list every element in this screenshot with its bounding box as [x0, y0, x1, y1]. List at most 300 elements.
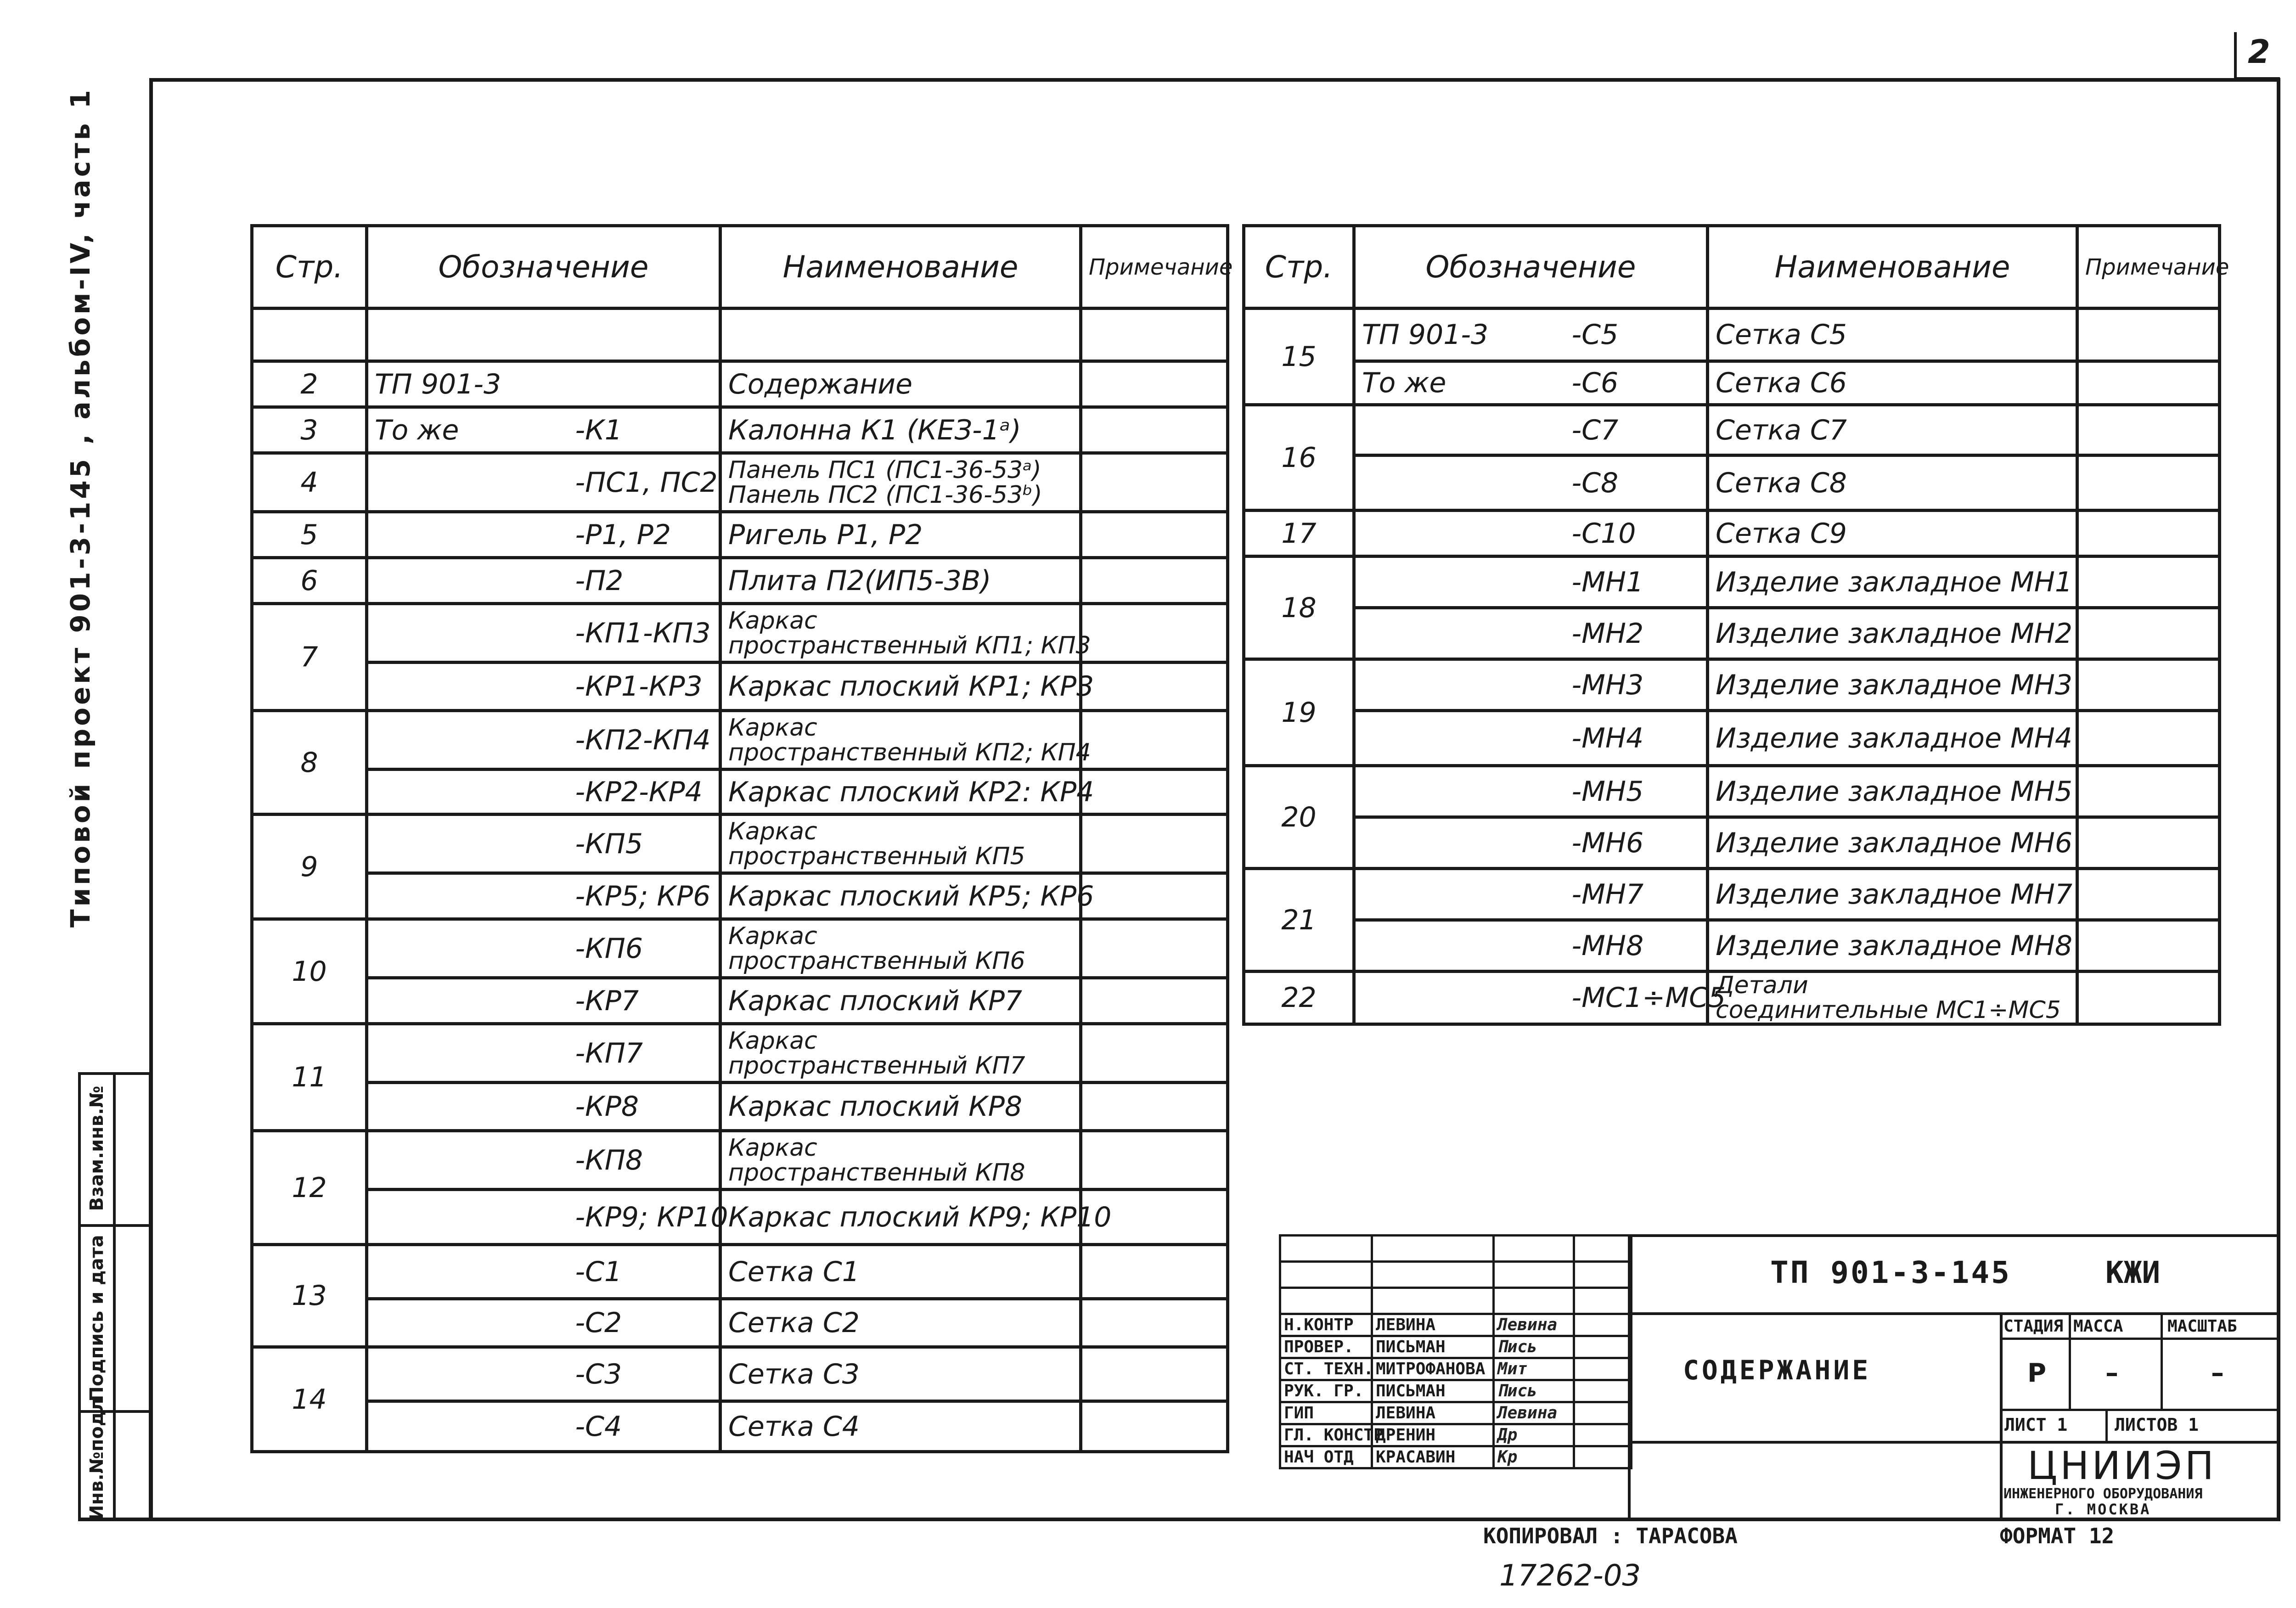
note-cell: [1081, 453, 1228, 512]
table-row: [1244, 711, 2220, 766]
page-number: 2: [252, 361, 367, 407]
designation-code: [367, 1299, 569, 1347]
note-cell: [2077, 659, 2220, 711]
stamp-empty-row: [1280, 1236, 1632, 1262]
table-row: [252, 453, 1228, 512]
item-name-line: Каркас: [728, 607, 817, 635]
item-name-line: Сетка С3: [728, 1358, 860, 1390]
table-row: [252, 1083, 1228, 1131]
item-name: [1708, 361, 2077, 405]
note-cell: [2077, 361, 2220, 405]
item-name: [720, 407, 1081, 453]
designation-code: [1354, 766, 1565, 817]
note-cell: [2077, 711, 2220, 766]
item-name-line: Ригель Р1, Р2: [728, 518, 923, 551]
item-name-line: Каркас плоский КР1; КР3: [728, 670, 1094, 703]
designation-mark: -КП6: [569, 919, 720, 978]
note-cell: [2077, 766, 2220, 817]
table-row: [1244, 659, 2220, 711]
stamp-surname: ЛЕВИНА: [1372, 1402, 1494, 1424]
item-name: [720, 1131, 1081, 1190]
designation-code: [367, 1347, 569, 1401]
item-name: [1708, 766, 2077, 817]
table-row: [1244, 920, 2220, 972]
page-number: 5: [252, 512, 367, 558]
item-name-line: Каркас плоский КР5; КР6: [728, 880, 1094, 912]
table-row: [1244, 817, 2220, 869]
note-cell: [1081, 1347, 1228, 1401]
designation-code: ТП 901-3: [1354, 309, 1565, 361]
designation-code: [367, 770, 569, 815]
table-row: [1244, 511, 2220, 557]
designation-mark: -КП8: [569, 1131, 720, 1190]
archive-number: 17262-03: [1499, 1559, 1641, 1593]
table-row: [1244, 557, 2220, 608]
stamp-signature: Мит: [1494, 1358, 1574, 1380]
item-name: [1708, 608, 2077, 659]
signatures-table: [1279, 1234, 1632, 1469]
note-cell: [1081, 1245, 1228, 1299]
org-name: ЦНИИЭП: [2027, 1443, 2217, 1488]
left-strip: [78, 1072, 152, 1521]
item-name-line: Каркас плоский КР9; КР10: [728, 1201, 1112, 1233]
designation-code: [1354, 455, 1565, 511]
page-number: 7: [252, 604, 367, 711]
designation-mark: -С7: [1565, 405, 1708, 455]
designation-mark: -КР2-КР4: [569, 770, 720, 815]
item-name: [720, 815, 1081, 873]
table-row: [1244, 766, 2220, 817]
contents-table-right: [1242, 224, 2229, 1026]
note-cell: [1081, 815, 1228, 873]
note-cell: [1081, 1083, 1228, 1131]
note-cell: [1081, 558, 1228, 604]
note-cell: [2077, 920, 2220, 972]
item-name-line: Изделие закладное МН6: [1716, 826, 2073, 859]
item-name-line: пространственный КП6: [728, 947, 1025, 975]
designation-code: [367, 1401, 569, 1452]
sheet-label: ЛИСТ 1: [2004, 1415, 2068, 1435]
item-name: [1708, 405, 2077, 455]
stamp-role: Н.КОНТР: [1280, 1314, 1372, 1336]
designation-code: [1354, 405, 1565, 455]
org-city: Г. МОСКВА: [2055, 1501, 2151, 1518]
note-cell: [2077, 557, 2220, 608]
designation-mark: -МН8: [1565, 920, 1708, 972]
designation-mark: -КП1-КП3: [569, 604, 720, 663]
designation-code: [367, 663, 569, 711]
item-name-line: Калонна К1 (КЕЗ-1ᵃ): [728, 414, 1021, 446]
designation-code: [367, 1131, 569, 1190]
designation-mark: -С5: [1565, 309, 1708, 361]
note-cell: [1081, 604, 1228, 663]
item-name-line: Изделие закладное МН5: [1716, 775, 2073, 808]
table-row: [1244, 608, 2220, 659]
designation-mark: -ПС1, ПС2: [569, 453, 720, 512]
designation-code: [367, 919, 569, 978]
item-name: [720, 1245, 1081, 1299]
header-note: Примечание: [2077, 226, 2220, 309]
item-name: [720, 1190, 1112, 1245]
table-row: [252, 1347, 1228, 1401]
stamp-person-row: [1280, 1358, 1632, 1380]
item-name-line: Панель ПС2 (ПС1-36-53ᵇ): [728, 481, 1042, 509]
stamp-person-row: [1280, 1402, 1632, 1424]
note-cell: [1081, 361, 1228, 407]
stamp-empty-row: [1280, 1288, 1632, 1314]
scale-value: –: [2211, 1358, 2224, 1388]
item-name-line: Изделие закладное МН7: [1716, 878, 2073, 911]
note-cell: [1081, 512, 1228, 558]
stamp-person-row: [1280, 1336, 1632, 1358]
designation-code: [367, 453, 569, 512]
note-cell: [1081, 663, 1228, 711]
header-designation: Обозначение: [367, 226, 720, 309]
designation-mark: -МН7: [1565, 869, 1708, 920]
item-name: [720, 361, 1081, 407]
stamp-person-row: [1280, 1446, 1632, 1468]
item-name: [1708, 711, 2077, 766]
table-row: [252, 1299, 1228, 1347]
designation-mark: -МН1: [1565, 557, 1708, 608]
table-row: [252, 919, 1228, 978]
item-name: [1708, 972, 2077, 1024]
side-title: Типовой проект 901-3-145 , альбом-IV, часть 1: [65, 87, 96, 928]
note-cell: [2077, 869, 2220, 920]
designation-code: То же: [1354, 361, 1565, 405]
designation-code: То же: [367, 407, 569, 453]
note-cell: [1081, 1131, 1228, 1190]
mass-value: –: [2105, 1358, 2118, 1388]
stamp-role: СТ. ТЕХН.: [1280, 1358, 1372, 1380]
item-name-line: Изделие закладное МН4: [1716, 722, 2073, 754]
designation-code: [1354, 511, 1565, 557]
sheet-number-box-bottom: [2234, 77, 2280, 80]
strip-cell-signature: Подпись и дата: [86, 1235, 107, 1402]
stamp-role: ГЛ. КОНСТР: [1280, 1424, 1372, 1446]
table-row: [252, 1245, 1228, 1299]
stage-value: Р: [2027, 1358, 2047, 1388]
table-row: [1244, 972, 2220, 1024]
strip-cell-vzam: Взам.инв.№: [86, 1085, 107, 1211]
page-number: 16: [1244, 405, 1354, 511]
note-cell: [1081, 1401, 1228, 1452]
designation-mark: -МН2: [1565, 608, 1708, 659]
item-name: [720, 1024, 1081, 1083]
contents-table-left: [250, 224, 1233, 1453]
designation-mark: -КП2-КП4: [569, 711, 720, 770]
item-name-line: Каркас: [728, 1134, 817, 1162]
designation-mark: -С6: [1565, 361, 1708, 405]
item-name: [720, 663, 1094, 711]
stamp-date: [1574, 1380, 1632, 1402]
header-note: Примечание: [1081, 226, 1228, 309]
designation-mark: -С1: [569, 1245, 720, 1299]
page-number: 3: [252, 407, 367, 453]
format: ФОРМАТ 12: [2000, 1524, 2115, 1548]
item-name-line: Сетка С9: [1716, 517, 1847, 550]
stamp-date: [1574, 1358, 1632, 1380]
page-number: 6: [252, 558, 367, 604]
item-name: [720, 604, 1091, 663]
designation-code: [367, 1245, 569, 1299]
item-name-line: пространственный КП8: [728, 1158, 1025, 1186]
strip-cell-inv: Инв.№подл: [86, 1398, 107, 1520]
designation-mark: -МС1÷МС5: [1565, 972, 1708, 1024]
designation-mark: -КП5: [569, 815, 720, 873]
designation-code: [367, 711, 569, 770]
designation-code: [367, 558, 569, 604]
designation-code: [367, 1083, 569, 1131]
table-row: [1244, 869, 2220, 920]
designation-mark: -МН6: [1565, 817, 1708, 869]
table-row: [252, 815, 1228, 873]
item-name-line: Каркас: [728, 817, 817, 845]
designation-mark: -КР7: [569, 978, 720, 1024]
stamp-empty-row: [1280, 1262, 1632, 1288]
note-cell: [2077, 972, 2220, 1024]
table-row: [252, 873, 1228, 919]
designation-mark: -С10: [1565, 511, 1708, 557]
page-number: 19: [1244, 659, 1354, 766]
page-number: 4: [252, 453, 367, 512]
designation-code: [367, 512, 569, 558]
sheet-number-box-left: [2234, 32, 2237, 80]
note-cell: [1081, 711, 1228, 770]
page-number: 8: [252, 711, 367, 815]
designation-mark: -П2: [569, 558, 720, 604]
page-number: 17: [1244, 511, 1354, 557]
item-name: [720, 453, 1081, 512]
designation-code: [367, 815, 569, 873]
designation-code: [1354, 711, 1565, 766]
note-cell: [2077, 455, 2220, 511]
item-name-line: Сетка С8: [1716, 467, 1847, 499]
item-name: [1708, 455, 2077, 511]
designation-mark: -КР8: [569, 1083, 720, 1131]
designation-mark: -МН4: [1565, 711, 1708, 766]
item-name: [1708, 869, 2077, 920]
item-name-line: Изделие закладное МН2: [1716, 617, 2073, 650]
page-number: 10: [252, 919, 367, 1024]
note-cell: [1081, 873, 1228, 919]
table-row: [252, 1131, 1228, 1190]
header-page: Стр.: [252, 226, 367, 309]
item-name: [720, 919, 1081, 978]
sheet-number: 2: [2248, 33, 2270, 71]
item-name-line: Содержание: [728, 368, 913, 400]
item-name-line: Сетка С6: [1716, 367, 1847, 399]
copied-by: КОПИРОВАЛ : ТАРАСОВА: [1483, 1524, 1738, 1548]
stamp-surname: МИТРОФАНОВА: [1372, 1358, 1494, 1380]
stamp-role: НАЧ ОТД: [1280, 1446, 1372, 1468]
stamp-person-row: [1280, 1380, 1632, 1402]
item-name-line: Сетка С1: [728, 1255, 860, 1288]
item-name-line: Изделие закладное МН3: [1716, 669, 2073, 701]
designation-code: [1354, 557, 1565, 608]
designation-code: ТП 901-3: [367, 361, 569, 407]
stamp-surname: ПИСЬМАН: [1372, 1380, 1494, 1402]
item-name-line: Плита П2(ИП5-3В): [728, 564, 991, 597]
stage-label: СТАДИЯ: [2003, 1317, 2064, 1336]
page-number: 18: [1244, 557, 1354, 659]
designation-mark: -КР5; КР6: [569, 873, 720, 919]
item-name-line: Изделие закладное МН1: [1716, 566, 2073, 598]
designation-mark: -К1: [569, 407, 720, 453]
item-name: [720, 1347, 1081, 1401]
note-cell: [1081, 1299, 1228, 1347]
stamp-role: ГИП: [1280, 1402, 1372, 1424]
designation-mark: -С2: [569, 1299, 720, 1347]
item-name-line: Сетка С7: [1716, 414, 1847, 446]
note-cell: [2077, 405, 2220, 455]
page-number: 12: [252, 1131, 367, 1245]
note-cell: [2077, 511, 2220, 557]
designation-code: [1354, 659, 1565, 711]
item-name: [1708, 309, 2077, 361]
stamp-person-row: [1280, 1424, 1632, 1446]
designation-code: [367, 604, 569, 663]
doc-title: СОДЕРЖАНИЕ: [1683, 1355, 1871, 1386]
item-name: [720, 770, 1094, 815]
page-number: 11: [252, 1024, 367, 1131]
table-row: [252, 770, 1228, 815]
item-name-line: Каркас плоский КР7: [728, 984, 1023, 1017]
table-row: [1244, 361, 2220, 405]
table-row: [252, 604, 1228, 663]
note-cell: [2077, 817, 2220, 869]
stamp-person-row: [1280, 1314, 1632, 1336]
page-number: 21: [1244, 869, 1354, 972]
designation-mark: -МН3: [1565, 659, 1708, 711]
note-cell: [2077, 309, 2220, 361]
stamp-role: РУК. ГР.: [1280, 1380, 1372, 1402]
page-number: 13: [252, 1245, 367, 1347]
frame-top: [149, 78, 2280, 82]
stamp-signature: Пись: [1494, 1336, 1574, 1358]
item-name: [720, 1083, 1081, 1131]
item-name: [1708, 817, 2077, 869]
page-number: 15: [1244, 309, 1354, 405]
stamp-date: [1574, 1314, 1632, 1336]
stamp-role: ПРОВЕР.: [1280, 1336, 1372, 1358]
designation-code: [367, 873, 569, 919]
table-row: [1244, 309, 2220, 361]
stamp-surname: КРАСАВИН: [1372, 1446, 1494, 1468]
designation-mark: -С8: [1565, 455, 1708, 511]
designation-code: [1354, 817, 1565, 869]
page-number: 14: [252, 1347, 367, 1452]
item-name: [1708, 511, 2077, 557]
designation-mark: -КП7: [569, 1024, 720, 1083]
item-name-line: пространственный КП7: [728, 1051, 1025, 1079]
designation-mark: -КР1-КР3: [569, 663, 720, 711]
table-row: [252, 361, 1228, 407]
item-name: [720, 1401, 1081, 1452]
header-page: Стр.: [1244, 226, 1354, 309]
table-row: [252, 1190, 1228, 1245]
designation-code: [1354, 869, 1565, 920]
note-cell: [1081, 919, 1228, 978]
designation-mark: -МН5: [1565, 766, 1708, 817]
item-name-line: Каркас плоский КР8: [728, 1091, 1023, 1123]
item-name: [720, 1299, 1081, 1347]
designation-code: [1354, 920, 1565, 972]
org-sub: ИНЖЕНЕРНОГО ОБОРУДОВАНИЯ: [2003, 1486, 2203, 1502]
stamp-date: [1574, 1424, 1632, 1446]
page-number: 22: [1244, 972, 1354, 1024]
note-cell: [1081, 978, 1228, 1024]
sheets-label: ЛИСТОВ 1: [2115, 1415, 2199, 1435]
item-name-line: Сетка С5: [1716, 319, 1847, 351]
item-name-line: Детали: [1716, 972, 1808, 999]
table-row: [1244, 405, 2220, 455]
item-name: [720, 711, 1091, 770]
stamp-signature: Левина: [1494, 1402, 1574, 1424]
table-row: [252, 663, 1228, 711]
doc-code: ТП 901-3-145: [1770, 1255, 2011, 1290]
item-name: [720, 558, 1081, 604]
page-number: 20: [1244, 766, 1354, 869]
mass-label: МАССА: [2073, 1317, 2123, 1336]
designation-mark: -Р1, Р2: [569, 512, 720, 558]
stamp-date: [1574, 1446, 1632, 1468]
item-name: [720, 873, 1094, 919]
stamp-surname: ДРЕНИН: [1372, 1424, 1494, 1446]
item-name-line: Каркас плоский КР2: КР4: [728, 776, 1094, 808]
table-row: [252, 512, 1228, 558]
stamp-surname: ЛЕВИНА: [1372, 1314, 1494, 1336]
note-cell: [1081, 407, 1228, 453]
stamp-signature: Левина: [1494, 1314, 1574, 1336]
table-row: [252, 978, 1228, 1024]
table-row: [1244, 455, 2220, 511]
designation-code: [367, 1024, 569, 1083]
item-name: [1708, 659, 2077, 711]
designation-code: [1354, 608, 1565, 659]
designation-code: [367, 978, 569, 1024]
item-name: [1708, 557, 2077, 608]
item-name: [1708, 920, 2077, 972]
stamp-surname: ПИСЬМАН: [1372, 1336, 1494, 1358]
table-row: [252, 558, 1228, 604]
table-row: [252, 1401, 1228, 1452]
item-name: [720, 978, 1081, 1024]
stamp-signature: Кр: [1494, 1446, 1574, 1468]
designation-code: [1354, 972, 1565, 1024]
designation-mark: -С3: [569, 1347, 720, 1401]
stamp-signature: Пись: [1494, 1380, 1574, 1402]
header-name: Наименование: [1708, 226, 2077, 309]
designation-mark: -КР9; КР10: [569, 1190, 720, 1245]
stamp-signature: Др: [1494, 1424, 1574, 1446]
designation-code: [367, 1190, 569, 1245]
stamp-date: [1574, 1402, 1632, 1424]
item-name-line: Панель ПС1 (ПС1-36-53ᵃ): [728, 456, 1041, 484]
item-name-line: пространственный КП1; КП3: [728, 631, 1091, 659]
stamp-date: [1574, 1336, 1632, 1358]
table-row: [252, 407, 1228, 453]
doc-mark: КЖИ: [2105, 1255, 2161, 1290]
table-row: [252, 1024, 1228, 1083]
item-name-line: Каркас: [728, 1027, 817, 1055]
item-name-line: Каркас: [728, 922, 817, 950]
item-name-line: Сетка С2: [728, 1307, 860, 1339]
note-cell: [1081, 1024, 1228, 1083]
item-name: [720, 512, 1081, 558]
note-cell: [2077, 608, 2220, 659]
item-name-line: Сетка С4: [728, 1410, 860, 1443]
